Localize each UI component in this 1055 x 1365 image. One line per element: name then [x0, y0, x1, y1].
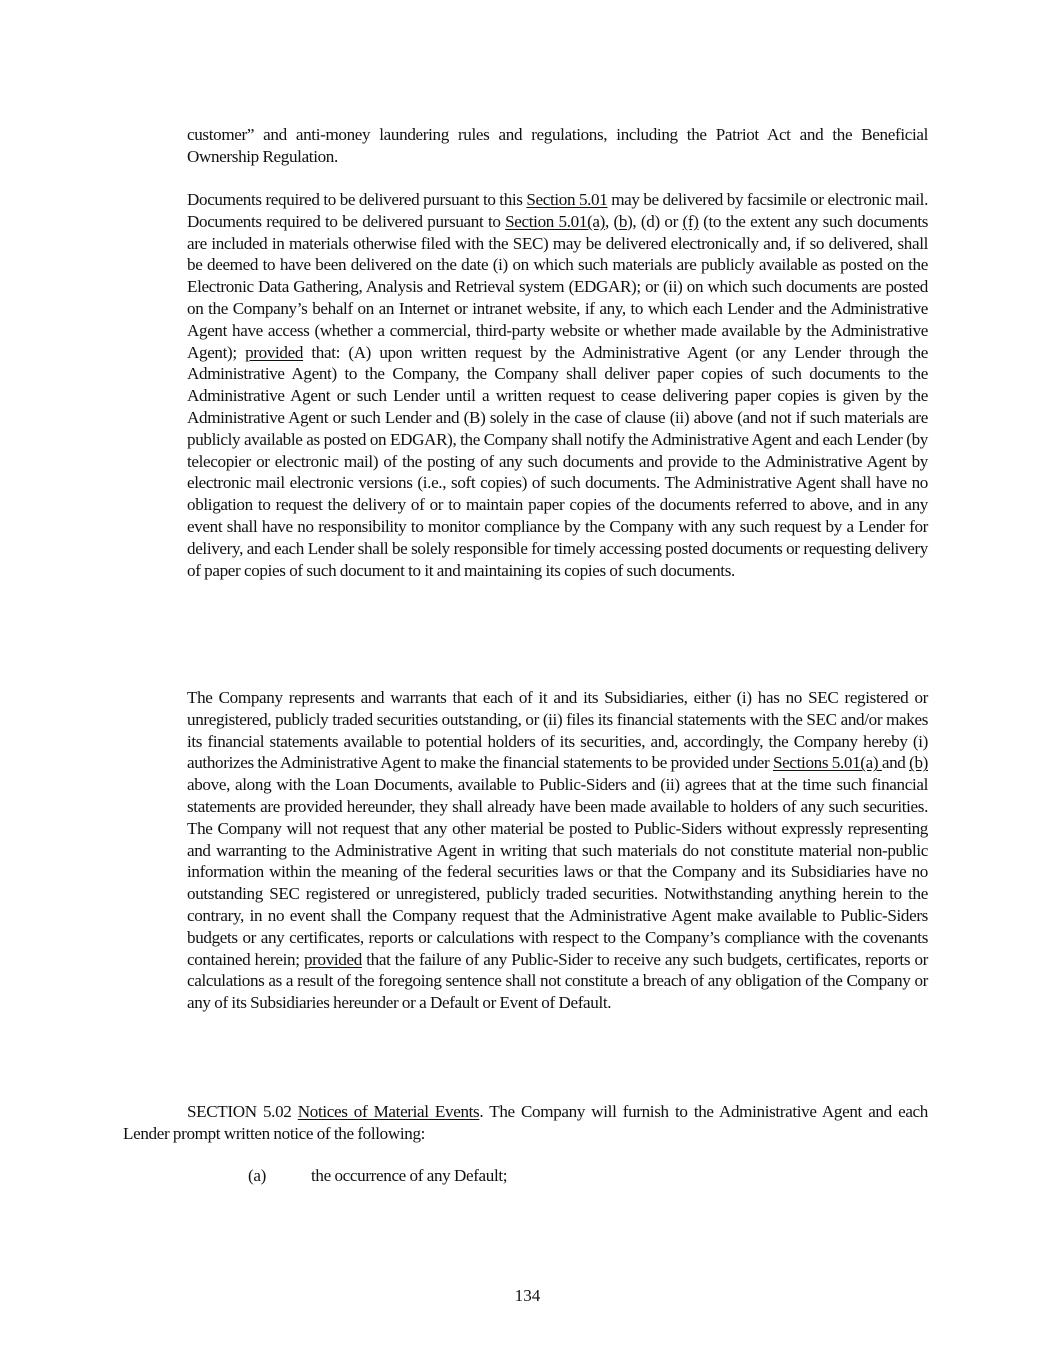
section-reference: (f): [682, 211, 699, 231]
paragraph-patriot-act: [187, 124, 928, 168]
paragraph-text: that the failure of any Public-Sider to receive any such budgets, certificates, reports or calculations as a result of the foregoing sentence shall not constitute a breach of any obligation of the Company or any of its Subsidiaries hereunder or a Default or Event of Default.: [187, 949, 928, 1013]
page-number: 134: [514, 1286, 541, 1305]
paragraph-text: The Company represents and warrants that each of it and its Subsidiaries, either (i) has no SEC registered or unregistered, publicly traded securities outstanding, or (ii) files its financial statements with the SEC and/or makes its financial statements available to potential holders of its securities, and, accordingly, the Company hereby (i) authorizes the Administrative Agent to make the financial statements to be provided under: [187, 688, 928, 773]
list-item-text: the occurrence of any Default;: [311, 1166, 508, 1185]
section-reference: b: [618, 211, 628, 231]
paragraph-text: may be delivered by facsimile or electronic mail. Documents required to be delivered pursuant to: [187, 190, 929, 231]
paragraph-text: . The Company will furnish to the Administrative Agent and each Lender prompt written notice of the following:: [123, 1102, 928, 1143]
paragraph-text: (to the extent any such documents are included in materials otherwise filed with the SEC) may be delivered electronically and, if so delivered, shall be deemed to have been delivered on the date (i) on which such materials are publicly available as posted on the Electronic Data Gathering, Analysis and Retrieval system (EDGAR); or (ii) on which such documents are posted on the Company’s behalf on an Internet or intranet website, if any, to which each Lender and the Administrative Agent have access (whether a commercial, third-party website or whether made available by the Administrative Agent);: [187, 211, 929, 362]
provided-term: provided: [245, 342, 304, 362]
section-reference: Section 5.01(a): [505, 211, 605, 231]
paragraph-text: above, along with the Loan Documents, available to Public-Siders and (ii) agrees that at the time such financial statements are provided hereunder, they shall already have been made available to holders of any such securities. The Company will not request that any other material be posted to Public-Siders without expressly representing and warranting to the Administrative Agent in writing that such materials do not constitute material non-public information within the meaning of the federal securities laws or that the Company and its Subsidiaries have no outstanding SEC registered or unregistered, publicly traded securities. Notwithstanding anything herein to the contrary, in no event shall the Company request that the Administrative Agent make available to Public-Siders budgets or any certificates, reports or calculations with respect to the Company’s compliance with the covenants contained herein;: [187, 775, 928, 969]
list-item-a: [248, 1165, 848, 1187]
section-reference: Section 5.01: [526, 190, 608, 209]
provided-term: provided: [303, 949, 362, 969]
paragraph-text: and: [881, 753, 910, 773]
paragraph-text: ), (d) or: [627, 211, 683, 231]
section-reference: (b): [909, 753, 928, 773]
paragraph-text: customer” and anti-money laundering rules and regulations, including the Patriot Act and the Beneficial Ownership Regulation.: [187, 125, 928, 166]
paragraph-public-siders: [187, 687, 928, 1014]
paragraph-document-delivery: [187, 189, 928, 581]
section-heading: Notices of Material Events: [297, 1102, 480, 1121]
list-item-label: (a): [248, 1166, 266, 1185]
section-reference: Sections 5.01(a): [773, 753, 882, 773]
paragraph-text: , (: [605, 211, 619, 231]
paragraph-text: that: (A) upon written request by the Administrative Agent (or any Lender through the Administrative Agent) to the Company, the Company shall deliver paper copies of such documents to the Administrative Agent or such Lender until a written request to cease delivering paper copies is given by the Administrative Agent or such Lender and (B) solely in the case of clause (ii) above (and not if such materials are publicly available as posted on EDGAR), the Company shall notify the Administrative Agent and each Lender (by telecopier or electronic mail) of the posting of any such documents and provide to the Administrative Agent by electronic mail electronic versions (i.e., soft copies) of such documents. The Administrative Agent shall have no obligation to request the delivery of or to maintain paper copies of the documents referred to above, and in any event shall have no responsibility to monitor compliance by the Company with any such request by a Lender for delivery, and each Lender shall be solely responsible for timely accessing posted documents or requesting delivery of paper copies of such document to it and maintaining its copies of such documents.: [187, 342, 928, 580]
section-number: SECTION 5.02: [187, 1102, 292, 1121]
paragraph-text: Documents required to be delivered pursuant to this: [187, 190, 527, 209]
section-5-02-paragraph: [123, 1101, 928, 1145]
